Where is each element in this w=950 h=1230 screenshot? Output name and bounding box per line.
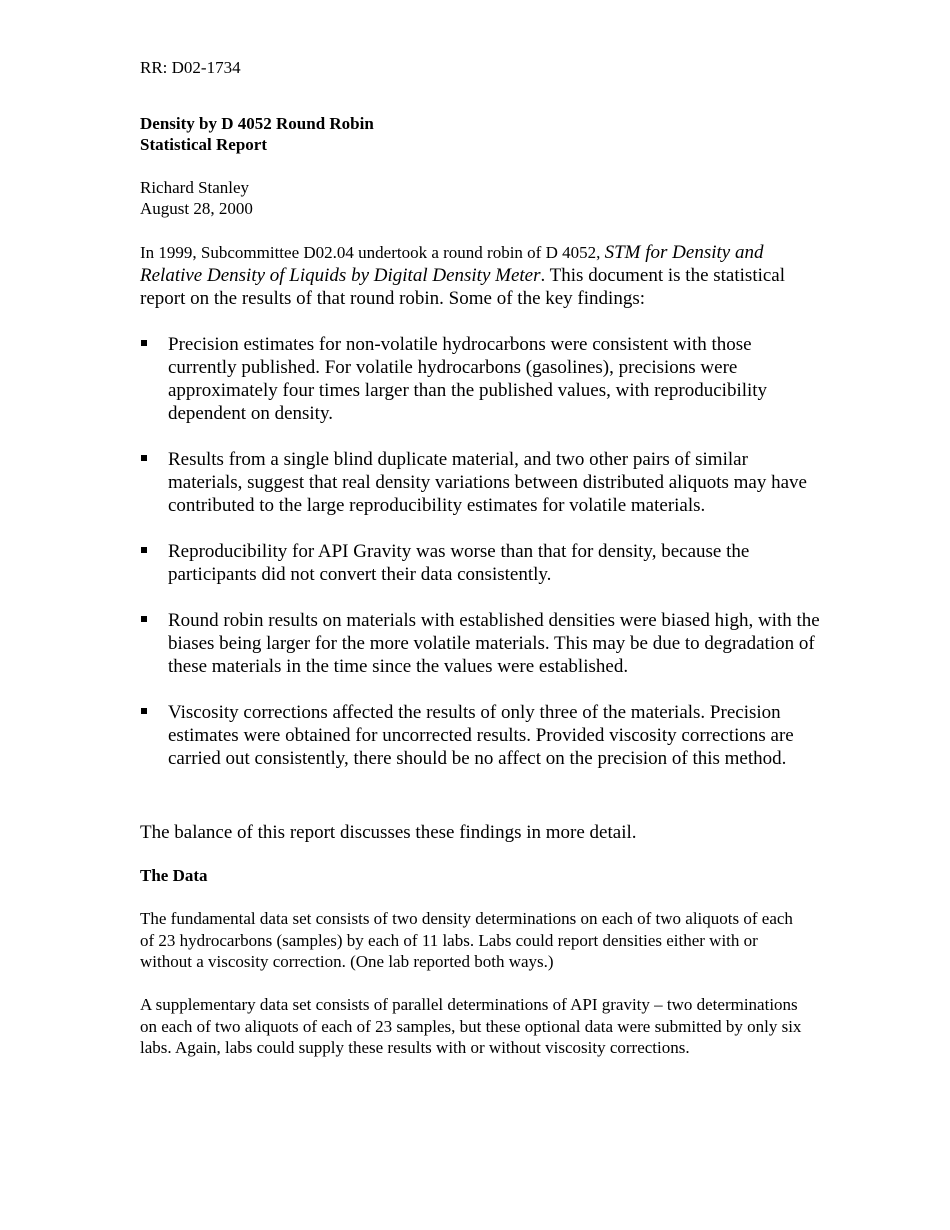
title-line-1: Density by D 4052 Round Robin (140, 114, 374, 133)
method-title: STM for Density and Relative Density of Liquids by Digital Density Meter (140, 242, 764, 286)
finding-item (140, 540, 820, 586)
data-paragraph-fundamental: The fundamental data set consists of two density determinations on each of two aliquots of each of 23 hydrocarbons (samples) by each of 11 labs. Labs could report densities either with or without a viscosity correction. (One lab reported both ways.) (140, 909, 793, 971)
finding-item (140, 701, 820, 770)
finding-item (140, 333, 820, 425)
document-title (140, 113, 374, 155)
intro-paragraph (140, 241, 820, 310)
square-bullet-icon (141, 708, 147, 714)
square-bullet-icon (141, 616, 147, 622)
intro-text-end: . This document is the statistical report on the results of that round robin. Some of the key findings: (140, 265, 786, 309)
key-findings-list (140, 333, 820, 793)
square-bullet-icon (141, 547, 147, 553)
finding-text: Results from a single blind duplicate material, and two other pairs of similar materials, suggest that real density variations between distributed aliquots may have contributed to the large reproducibility estimates for volatile materials. (168, 449, 807, 516)
report-number: RR: D02-1734 (140, 58, 241, 77)
report-date: August 28, 2000 (140, 199, 253, 218)
square-bullet-icon (141, 340, 147, 346)
finding-text: Precision estimates for non-volatile hydrocarbons were consistent with those currently published. For volatile hydrocarbons (gasolines), precisions were approximately four times larger than the published values, with reproducibility dependent on density. (168, 334, 768, 424)
finding-item (140, 448, 820, 517)
finding-text: Reproducibility for API Gravity was worse than that for density, because the participants did not convert their data consistently. (168, 541, 750, 585)
balance-statement: The balance of this report discusses these findings in more detail. (140, 822, 637, 843)
author-name: Richard Stanley (140, 178, 250, 197)
finding-item (140, 609, 820, 678)
finding-text: Viscosity corrections affected the results of only three of the materials. Precision estimates were obtained for uncorrected results. Provided viscosity corrections are carried out consistently, there should be no affect on the precision of this method. (168, 702, 794, 769)
intro-text-start: In 1999, Subcommittee D02.04 undertook a round robin of D 4052, (140, 243, 605, 262)
square-bullet-icon (141, 455, 147, 461)
finding-text: Round robin results on materials with established densities were biased high, with the biases being larger for the more volatile materials. This may be due to degradation of these materials in the time since the values were established. (168, 610, 820, 677)
data-paragraph-supplementary: A supplementary data set consists of parallel determinations of API gravity – two determinations on each of two aliquots of each of 23 samples, but these optional data were submitted by only six labs. Again, labs could supply these results with or without viscosity corrections. (140, 995, 802, 1057)
author-block (140, 177, 253, 219)
section-heading-the-data: The Data (140, 866, 208, 885)
title-line-2: Statistical Report (140, 135, 268, 154)
